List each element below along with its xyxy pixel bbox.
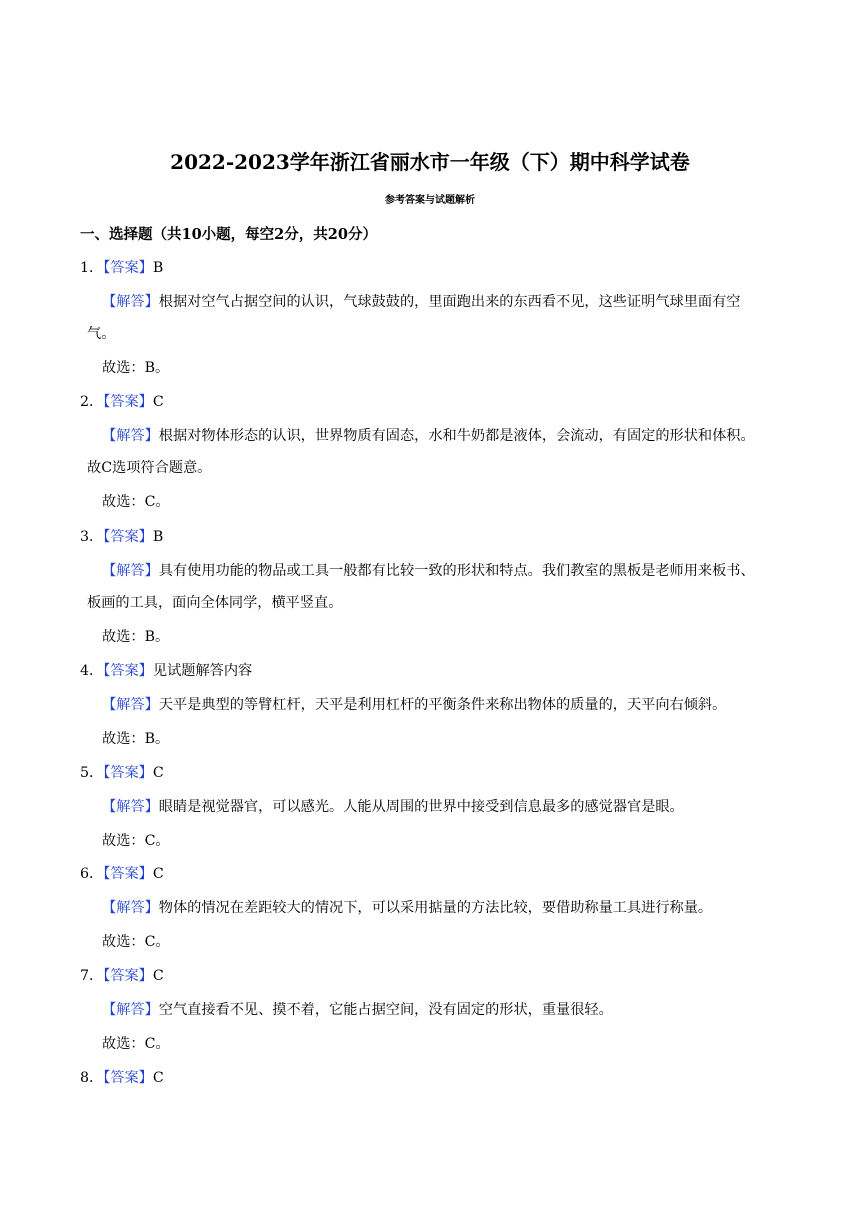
explanation-line (102, 561, 755, 581)
answer-value: C (152, 394, 164, 410)
explanation-text: 空气直接看不见、摸不着，它能占据空间，没有固定的形状，重量很轻。 (158, 1002, 613, 1018)
answer-tag: 【答案】 (103, 394, 153, 410)
explanation-tag: 【解答】 (102, 900, 159, 916)
explanation-tag: 【解答】 (102, 563, 159, 579)
answer-value: B (152, 260, 164, 276)
answer-line-4 (80, 661, 252, 681)
explanation-text: 具有使用功能的物品或工具一般都有比较一致的形状和特点。我们教室的黑板是老师用来板书、 (158, 563, 755, 579)
choice-line: 故选：B。 (102, 629, 170, 645)
section-heading: 一、选择题（共10小题，每空2分，共20分） (80, 226, 377, 243)
page-title: 2022-2023学年浙江省丽水市一年级（下）期中科学试卷 (170, 150, 690, 174)
answer-value: C (152, 866, 164, 882)
question-number: 3． (80, 529, 104, 545)
answer-tag: 【答案】 (103, 765, 153, 781)
answer-line-5 (80, 763, 164, 783)
answer-line-1 (80, 258, 163, 278)
explanation-line (102, 1000, 613, 1020)
question-number: 2． (80, 394, 104, 410)
choice-line: 故选：B。 (102, 360, 170, 376)
question-number: 5． (80, 765, 104, 781)
question-number: 4． (80, 663, 104, 679)
explanation-line (102, 292, 740, 312)
answer-value: C (152, 765, 164, 781)
answer-tag: 【答案】 (103, 866, 153, 882)
explanation-continuation: 气。 (87, 326, 116, 342)
explanation-continuation: 板画的工具，面向全体同学，横平竖直。 (87, 595, 343, 611)
answer-value: C (152, 1070, 164, 1086)
answer-line-2 (80, 392, 164, 412)
question-number: 1． (80, 260, 104, 276)
question-number: 8． (80, 1070, 104, 1086)
answer-line-6 (80, 864, 164, 884)
answer-tag: 【答案】 (103, 968, 153, 984)
choice-line: 故选：C。 (102, 494, 170, 510)
explanation-tag: 【解答】 (102, 799, 159, 815)
answer-line-8 (80, 1068, 164, 1088)
choice-line: 故选：C。 (102, 1036, 170, 1052)
answer-tag: 【答案】 (103, 260, 153, 276)
answer-tag: 【答案】 (103, 1070, 153, 1086)
explanation-text: 物体的情况在差距较大的情况下，可以采用掂量的方法比较，要借助称量工具进行称量。 (158, 900, 713, 916)
choice-line: 故选：C。 (102, 934, 170, 950)
choice-line: 故选：C。 (102, 833, 170, 849)
explanation-continuation: 故C选项符合题意。 (87, 460, 212, 476)
answer-tag: 【答案】 (103, 529, 153, 545)
explanation-text: 天平是典型的等臂杠杆，天平是利用杠杆的平衡条件来称出物体的质量的，天平向右倾斜。 (158, 697, 727, 713)
answer-line-3 (80, 527, 163, 547)
explanation-line (102, 695, 726, 715)
answer-tag: 【答案】 (103, 663, 153, 679)
explanation-line (102, 426, 755, 446)
question-number: 6． (80, 866, 104, 882)
explanation-text: 眼睛是视觉器官，可以感光。人能从周围的世界中接受到信息最多的感觉器官是眼。 (158, 799, 684, 815)
explanation-text: 根据对物体形态的认识，世界物质有固态，水和牛奶都是液体，会流动，有固定的形状和体积。 (158, 428, 755, 444)
page-subtitle: 参考答案与试题解析 (385, 195, 475, 206)
answer-value: C (152, 968, 164, 984)
explanation-tag: 【解答】 (102, 428, 159, 444)
answer-value: B (152, 529, 164, 545)
answer-line-7 (80, 966, 164, 986)
answer-value: 见试题解答内容 (152, 663, 253, 679)
explanation-line (102, 797, 684, 817)
explanation-tag: 【解答】 (102, 294, 159, 310)
choice-line: 故选：B。 (102, 731, 170, 747)
explanation-text: 根据对空气占据空间的认识，气球鼓鼓的，里面跑出来的东西看不见，这些证明气球里面有空 (158, 294, 741, 310)
question-number: 7． (80, 968, 104, 984)
explanation-tag: 【解答】 (102, 1002, 159, 1018)
explanation-line (102, 898, 712, 918)
explanation-tag: 【解答】 (102, 697, 159, 713)
